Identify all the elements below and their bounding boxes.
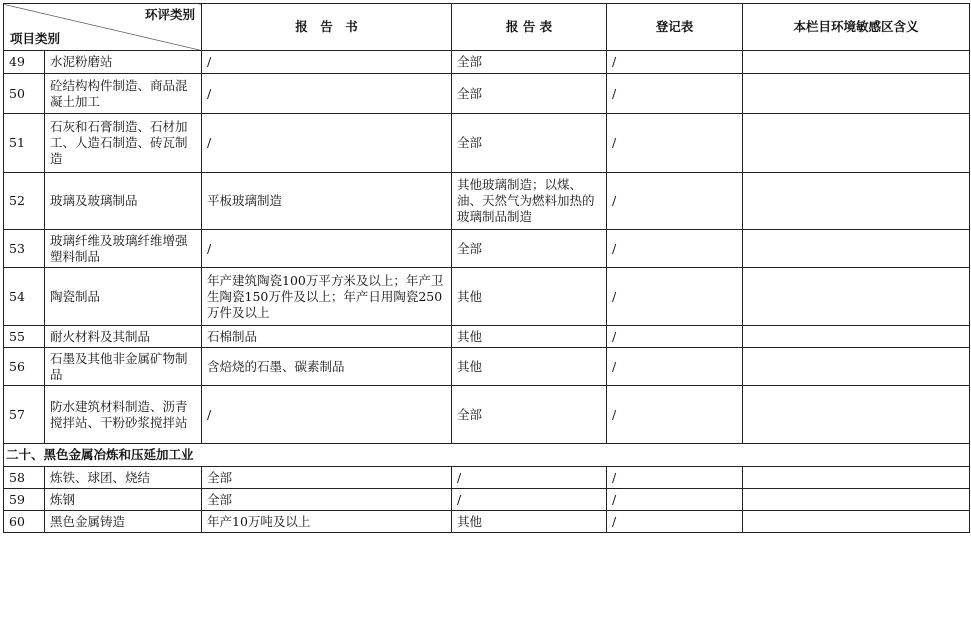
row-number: 52 [4, 173, 45, 230]
report-form-cell: / [452, 467, 607, 489]
report-book-cell: 平板玻璃制造 [202, 173, 452, 230]
project-category: 黑色金属铸造 [45, 511, 202, 533]
sensitive-area-cell [743, 326, 970, 348]
header-registration-form: 登记表 [607, 4, 743, 51]
table-row [4, 348, 970, 386]
header-row [4, 4, 970, 51]
table-row [4, 467, 970, 489]
report-form-cell: 全部 [452, 386, 607, 444]
table-row [4, 511, 970, 533]
registration-cell: / [607, 386, 743, 444]
eia-category-table [3, 3, 970, 533]
project-category: 炼铁、球团、烧结 [45, 467, 202, 489]
report-book-cell: / [202, 386, 452, 444]
report-form-cell: 全部 [452, 230, 607, 268]
registration-cell: / [607, 467, 743, 489]
registration-cell: / [607, 489, 743, 511]
project-category: 石墨及其他非金属矿物制品 [45, 348, 202, 386]
table-row [4, 114, 970, 173]
report-form-cell: 其他玻璃制造；以煤、油、天然气为燃料加热的玻璃制品制造 [452, 173, 607, 230]
sensitive-area-cell [743, 348, 970, 386]
diagonal-header-cell [4, 4, 202, 51]
table-row [4, 386, 970, 444]
sensitive-area-cell [743, 386, 970, 444]
project-category: 玻璃及玻璃制品 [45, 173, 202, 230]
registration-cell: / [607, 268, 743, 326]
report-form-cell: 其他 [452, 268, 607, 326]
table-row [4, 74, 970, 114]
row-number: 55 [4, 326, 45, 348]
table-row [4, 489, 970, 511]
project-category: 石灰和石膏制造、石材加工、人造石制造、砖瓦制造 [45, 114, 202, 173]
report-book-cell: / [202, 74, 452, 114]
project-category: 炼钢 [45, 489, 202, 511]
header-eia-category: 环评类别 [144, 7, 195, 22]
report-book-cell: / [202, 51, 452, 74]
registration-cell: / [607, 326, 743, 348]
registration-cell: / [607, 173, 743, 230]
sensitive-area-cell [743, 511, 970, 533]
sensitive-area-cell [743, 114, 970, 173]
header-report-form: 报 告 表 [452, 4, 607, 51]
header-project-category: 项目类别 [10, 31, 61, 46]
project-category: 耐火材料及其制品 [45, 326, 202, 348]
row-number: 53 [4, 230, 45, 268]
project-category: 陶瓷制品 [45, 268, 202, 326]
report-book-cell: / [202, 114, 452, 173]
header-report-book: 报 告 书 [202, 4, 452, 51]
report-book-cell: 含焙烧的石墨、碳素制品 [202, 348, 452, 386]
section-row [4, 444, 970, 467]
sensitive-area-cell [743, 173, 970, 230]
table-row [4, 51, 970, 74]
report-book-cell: 年产建筑陶瓷100万平方米及以上；年产卫生陶瓷150万件及以上；年产日用陶瓷250万件及以上 [202, 268, 452, 326]
row-number: 49 [4, 51, 45, 74]
registration-cell: / [607, 51, 743, 74]
report-book-cell: / [202, 230, 452, 268]
project-category: 防水建筑材料制造、沥青搅拌站、干粉砂浆搅拌站 [45, 386, 202, 444]
project-category: 砼结构构件制造、商品混凝土加工 [45, 74, 202, 114]
report-form-cell: 其他 [452, 511, 607, 533]
header-sensitive-area: 本栏目环境敏感区含义 [743, 4, 970, 51]
registration-cell: / [607, 114, 743, 173]
table-row [4, 173, 970, 230]
registration-cell: / [607, 74, 743, 114]
project-category: 玻璃纤维及玻璃纤维增强塑料制品 [45, 230, 202, 268]
report-book-cell: 石棉制品 [202, 326, 452, 348]
report-form-cell: 全部 [452, 51, 607, 74]
report-book-cell: 全部 [202, 489, 452, 511]
registration-cell: / [607, 348, 743, 386]
row-number: 56 [4, 348, 45, 386]
row-number: 58 [4, 467, 45, 489]
sensitive-area-cell [743, 467, 970, 489]
report-form-cell: 其他 [452, 348, 607, 386]
report-form-cell: / [452, 489, 607, 511]
registration-cell: / [607, 511, 743, 533]
row-number: 60 [4, 511, 45, 533]
sensitive-area-cell [743, 268, 970, 326]
row-number: 54 [4, 268, 45, 326]
report-form-cell: 全部 [452, 114, 607, 173]
row-number: 59 [4, 489, 45, 511]
sensitive-area-cell [743, 489, 970, 511]
row-number: 51 [4, 114, 45, 173]
table-row [4, 326, 970, 348]
report-form-cell: 全部 [452, 74, 607, 114]
section-title: 二十、黑色金属冶炼和压延加工业 [4, 444, 970, 467]
report-book-cell: 全部 [202, 467, 452, 489]
report-form-cell: 其他 [452, 326, 607, 348]
table-row [4, 268, 970, 326]
sensitive-area-cell [743, 230, 970, 268]
sensitive-area-cell [743, 51, 970, 74]
registration-cell: / [607, 230, 743, 268]
row-number: 57 [4, 386, 45, 444]
sensitive-area-cell [743, 74, 970, 114]
table-row [4, 230, 970, 268]
row-number: 50 [4, 74, 45, 114]
project-category: 水泥粉磨站 [45, 51, 202, 74]
report-book-cell: 年产10万吨及以上 [202, 511, 452, 533]
